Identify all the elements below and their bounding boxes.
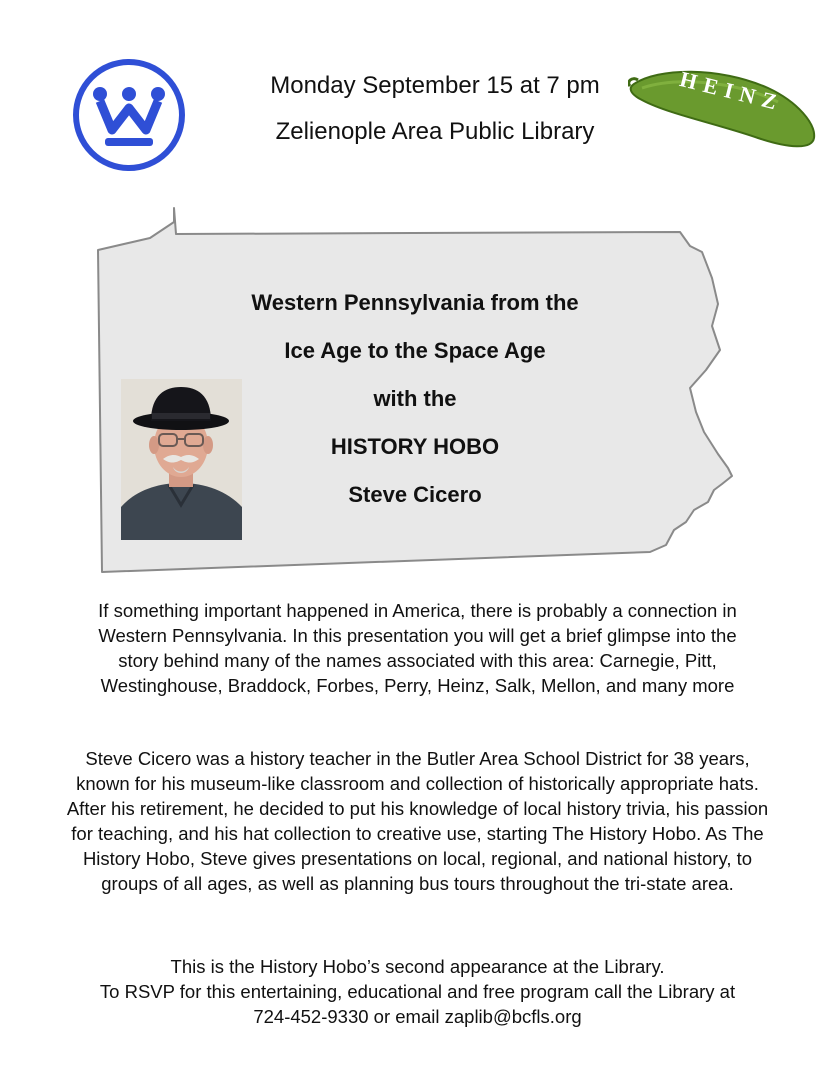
presenter-bio-paragraph: Steve Cicero was a history teacher in the Butler Area School District for 38 years, known for his museum-like classroom and collection of historically appropriate hats. After his retirement, he decided to put his knowledge of local history trivia, his passion for teaching, and his hat collection to creative use, starting The History Hobo. As The History Hobo, Steve gives presentations on local, regional, and national history, to groups of all ages, as well as planning bus tours throughout the tri-state area. <box>66 748 769 894</box>
title-line-5: Steve Cicero <box>348 482 482 507</box>
presenter-photo <box>121 379 242 540</box>
title-line-1: Western Pennsylvania from the <box>251 290 579 315</box>
presenter-portrait-icon <box>121 379 242 540</box>
westinghouse-logo <box>72 58 186 172</box>
title-line-4: HISTORY HOBO <box>330 434 500 459</box>
title-line-3: with the <box>373 386 457 411</box>
description-paragraph: If something important happened in America, there is probably a connection in Western Pennsylvania. In this presentation you will get a brief glimpse into the story behind many of the names associated with this area: Carnegie, Pitt, Westinghouse, Braddock, Forbes, Perry, Heinz, Salk, Mellon, and many more <box>98 600 737 696</box>
heinz-logo-text: HEINZ <box>677 66 787 117</box>
rsvp-line-1: This is the History Hobo’s second appearance at the Library. <box>170 956 665 977</box>
event-date-time: Monday September 15 at 7 pm <box>270 72 600 99</box>
title-line-2: Ice Age to the Space Age <box>284 338 546 363</box>
rsvp-paragraph <box>55 954 780 1029</box>
rsvp-contact-line: 724-452-9330 or email zaplib@bcfls.org <box>253 1006 582 1027</box>
event-venue: Zelienople Area Public Library <box>275 118 595 145</box>
heinz-pickle-logo <box>628 62 820 154</box>
rsvp-line-2: To RSVP for this entertaining, educational and free program call the Library at <box>99 981 736 1002</box>
